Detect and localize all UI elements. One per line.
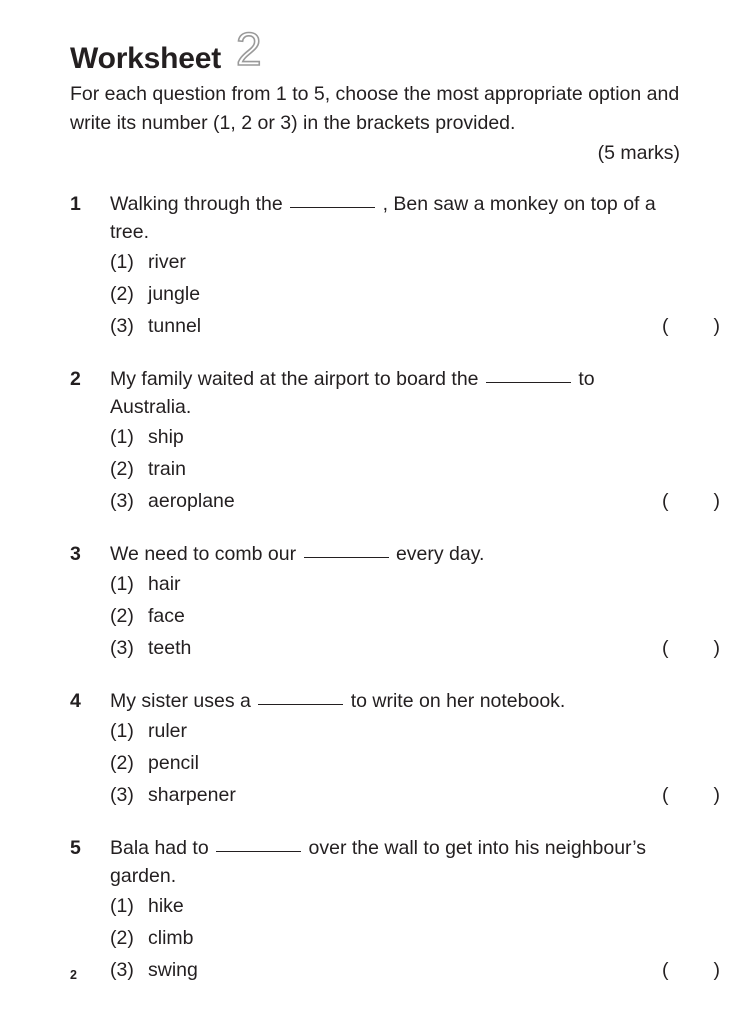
option-text: jungle: [148, 283, 201, 305]
option-row[interactable]: [110, 453, 680, 485]
answer-blank-line[interactable]: [304, 557, 389, 558]
option-text: hair: [148, 573, 181, 595]
option-text: ruler: [148, 720, 188, 742]
option-label: (2): [110, 752, 134, 774]
option-text: teeth: [148, 637, 192, 659]
question-block: [70, 190, 720, 342]
option-label: (3): [110, 784, 134, 806]
answer-blank-line[interactable]: [290, 207, 375, 208]
question-block: [70, 834, 720, 986]
instructions-text: For each question from 1 to 5, choose the most appropriate option and write its number (1, 2 or 3) in the brackets provided.: [70, 83, 680, 134]
option-label: (1): [110, 720, 134, 742]
option-row[interactable]: [110, 246, 680, 278]
questions-list: [70, 190, 720, 1009]
option-label: (3): [110, 315, 134, 337]
question-block: [70, 365, 720, 517]
question-text-after-blank: every day.: [395, 543, 485, 565]
bracket-open: (: [662, 784, 669, 806]
option-row[interactable]: [110, 278, 680, 310]
answer-blank-line[interactable]: [486, 382, 571, 383]
option-label: (2): [110, 927, 134, 949]
option-text: pencil: [148, 752, 199, 774]
option-label: (3): [110, 490, 134, 512]
option-row[interactable]: [110, 954, 720, 986]
question-number: 2: [70, 368, 81, 390]
option-list: [70, 890, 720, 986]
option-text: sharpener: [148, 784, 236, 806]
answer-blank-line[interactable]: [216, 851, 301, 852]
footer-page-number: 2: [70, 968, 77, 982]
question-block: [70, 540, 720, 664]
option-list: [70, 568, 720, 664]
option-row[interactable]: [110, 632, 720, 664]
option-label: (3): [110, 637, 134, 659]
question-text-before-blank: We need to comb our: [110, 543, 297, 565]
question-text: [110, 365, 680, 421]
option-text: tunnel: [148, 315, 202, 337]
option-label: (2): [110, 458, 134, 480]
answer-bracket-field[interactable]: [662, 310, 720, 342]
option-text: river: [148, 251, 186, 273]
question-text-after-blank: to Australia.: [110, 368, 595, 418]
option-row[interactable]: [110, 310, 720, 342]
bracket-open: (: [662, 959, 669, 981]
option-text: ship: [148, 426, 184, 448]
option-row[interactable]: [110, 568, 680, 600]
bracket-close: ): [713, 784, 720, 806]
option-list: [70, 421, 720, 517]
question-head: [70, 687, 680, 715]
question-text-after-blank: over the wall to get into his neighbour’s garden.: [110, 837, 647, 887]
bracket-open: (: [662, 637, 669, 659]
question-text: [110, 687, 680, 715]
page-header: [70, 24, 269, 74]
question-text: [110, 834, 680, 890]
question-number: 5: [70, 837, 81, 859]
option-label: (1): [110, 895, 134, 917]
option-label: (2): [110, 605, 134, 627]
answer-bracket-field[interactable]: [662, 485, 720, 517]
question-text-before-blank: Bala had to: [110, 837, 209, 859]
option-text: climb: [148, 927, 194, 949]
question-text-after-blank: to write on her notebook.: [350, 690, 566, 712]
option-row[interactable]: [110, 890, 680, 922]
answer-blank-line[interactable]: [258, 704, 343, 705]
option-list: [70, 246, 720, 342]
worksheet-number-glyph: 2: [236, 28, 262, 72]
option-row[interactable]: [110, 922, 680, 954]
option-label: (3): [110, 959, 134, 981]
option-label: (1): [110, 251, 134, 273]
question-block: [70, 687, 720, 811]
option-row[interactable]: [110, 715, 680, 747]
option-row[interactable]: [110, 747, 680, 779]
answer-bracket-field[interactable]: [662, 779, 720, 811]
question-head: [70, 190, 680, 246]
question-head: [70, 834, 680, 890]
question-head: [70, 540, 680, 568]
bracket-open: (: [662, 315, 669, 337]
bracket-close: ): [713, 315, 720, 337]
bracket-close: ): [713, 490, 720, 512]
question-number: 3: [70, 543, 81, 565]
option-label: (1): [110, 573, 134, 595]
question-text-before-blank: My sister uses a: [110, 690, 251, 712]
question-text-before-blank: Walking through the: [110, 193, 283, 215]
option-text: face: [148, 605, 185, 627]
question-number: 4: [70, 690, 81, 712]
option-list: [70, 715, 720, 811]
option-label: (1): [110, 426, 134, 448]
option-text: aeroplane: [148, 490, 235, 512]
option-row[interactable]: [110, 421, 680, 453]
answer-bracket-field[interactable]: [662, 954, 720, 986]
question-head: [70, 365, 680, 421]
bracket-close: ): [713, 637, 720, 659]
option-row[interactable]: [110, 600, 680, 632]
marks-label: (5 marks): [597, 142, 680, 164]
question-text-before-blank: My family waited at the airport to board the: [110, 368, 479, 390]
option-text: train: [148, 458, 186, 480]
worksheet-number-outline: [235, 28, 269, 72]
question-text-after-blank: , Ben saw a monkey on top of a tree.: [110, 193, 656, 243]
question-number: 1: [70, 193, 81, 215]
option-row[interactable]: [110, 485, 720, 517]
bracket-close: ): [713, 959, 720, 981]
option-text: swing: [148, 959, 198, 981]
answer-bracket-field[interactable]: [662, 632, 720, 664]
page-title: Worksheet: [70, 42, 222, 75]
option-text: hike: [148, 895, 184, 917]
question-text: [110, 190, 680, 246]
bracket-open: (: [662, 490, 669, 512]
question-text: [110, 540, 680, 568]
option-row[interactable]: [110, 779, 720, 811]
option-label: (2): [110, 283, 134, 305]
